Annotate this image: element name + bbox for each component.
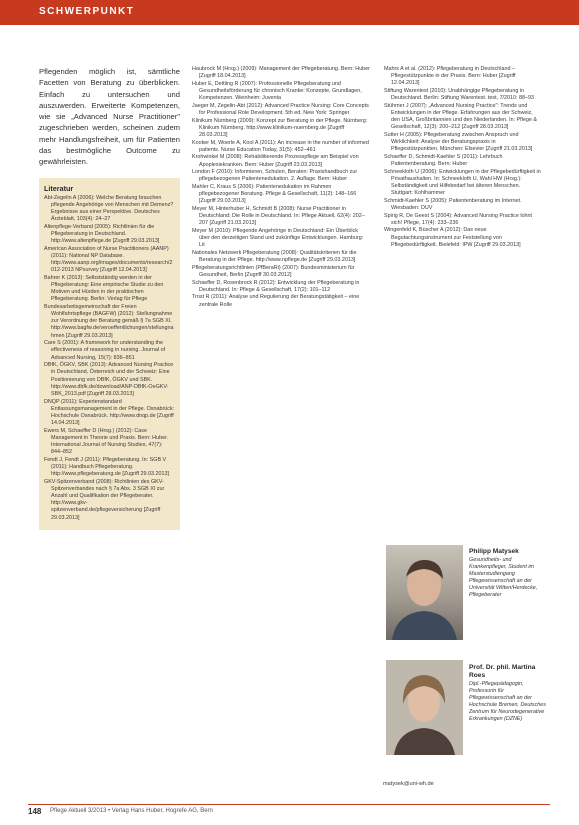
reference-entry: Nationales Netzwerk Pflegeberatung (2008): Qualitätskriterien für die Beratung in der Pflege. http://www.npflege.de [Zugriff 29.03.2013]: [192, 249, 357, 264]
reference-entry: Schaeffer D, Schmidt-Kaehler S (2011): Lehrbuch Patientenberatung. Bern: Huber: [384, 153, 503, 168]
reference-entry: Mahrs A et al. (2012): Pflegeberatung in Deutschland – Pflegestützpunkte in der Praxis. Bern: Huber [Zugriff 12.04.2013]: [384, 66, 516, 87]
reference-entry: Wingenfeld K, Büscher A (2012): Das neue Begutachtungsinstrument zur Feststellung von Pflegebedürftigkeit. Bielefeld: IPW [Zugriff 29.03.2013]: [384, 227, 521, 248]
author-bio: Gesundheits- und Krankenpfleger, Student im Masterstudiengang Pflegewissenschaft an der Universität Witten/Herdecke, Pflegeberater: [469, 557, 538, 598]
author-email[interactable]: matysek@uni-wh.de: [383, 781, 434, 787]
literature-box: [39, 178, 180, 531]
section-title: SCHWERPUNKT: [39, 6, 135, 17]
reference-entry: Abt-Zegelin A (2006): Welche Beratung brauchen pflegende Angehörige von Menschen mit Demenz? Ergebnisse aus einer Perspektive. Deutsches Ärzteblatt, 103(4): 24–27: [44, 194, 174, 223]
reference-list-col2: [192, 66, 370, 309]
reference-entry: Meyer M (2010): Pflegende Angehörige in Deutschland: Ein Überblick über den derzeitigen Stand und zukünftige Entwicklungen. Hamburg: Lit: [192, 227, 364, 249]
author-photo: [386, 660, 463, 755]
reference-entry: Krohwinkel M (2008): Rehabilitierende Prozesspflege am Beispiel von Apoplexiekranken. Bern: Huber [Zugriff 23.03.2013]: [192, 154, 359, 168]
portrait-image: [386, 545, 463, 640]
reference-entry: Sutter H (2005): Pflegeberatung zwischen Anspruch und Wirklichkeit: Analyse der Beratungspraxis in Pflegestützpunkten. München: Elsevier [Zugriff 21.03.2013]: [384, 131, 533, 153]
intro-paragraph: Pflegenden möglich ist, sämtliche Facetten von Beratung zu überblicken. Einfach zu untersuchen und auszuwerden. Erweiterte Kompetenzen, wie sie „Advanced Nurse Practitioner" zugeschrieben werden, scheinen zudem mehr Handlungsfreiheit, um für Patienten das bestmögliche Outcome zu gewährleisten.: [39, 67, 180, 167]
reference-entry: Huber E, Dettling R (2007): Professionelle Pflegeberatung und Gesundheitsförderung für chronisch Kranke: Konzepte, Grundlagen, Kompetenzen. Weinheim: Juventa: [192, 80, 362, 102]
reference-entry: Klinikum Nürnberg (2009): Konzept zur Beratung in der Pflege. Nürnberg: Klinikum Nürnberg. http://www.klinikum-nuernberg.de [Zugriff 28.03.2013]: [192, 117, 368, 138]
reference-entry: Trost R (2011): Analyse und Regulierung der Beratungstätigkeit – eine zentrale Rolle: [192, 294, 360, 308]
column-1: [39, 66, 180, 530]
reference-entry: Meyer M, Hinterhuber H, Schmidt B (2008): Nurse Practitioner in Deutschland: Die Rolle in Deutschland. In: Pflege Aktuell, 62(4): 202–207 [Zugriff 21.03.2013]: [192, 205, 365, 227]
journal-info: Pflege Aktuell 3/2013 • Verlag Hans Huber, Hogrefe AG, Bern: [50, 808, 213, 814]
column-3: [384, 66, 542, 249]
reference-entry: Pflegeberatungsrichtlinien (PfBeraRi) (2007): Bundesministerium für Gesundheit, Berlin [Zugriff 30.03.2012]: [192, 264, 355, 278]
reference-entry: Bahrer K (2013): Selbstständig werden in der Pflegeberatung: Eine empirische Studie zu den Motiven und Hürden in der praktischen Pflegeberatung. Berlin: Verlag für Pflege: [44, 274, 164, 303]
section-header-bar: [0, 0, 579, 25]
reference-entry: GKV-Spitzenverband (2008): Richtlinien des GKV-Spitzenverbandes nach § 7a Abs. 3 SGB XI zur Anzahl und Qualifikation der Pflegeberater. http://www.gkv-spitzenverband.de/pflegeversicherung [Zugriff 29.03.2013]: [44, 478, 165, 521]
reference-entry: Kooker M, Woerle A, Kool A (2011): An increase in the number of informed patients. Nurse Education Today, 31(5): 452–461: [192, 139, 369, 153]
reference-entry: Bundesarbeitsgemeinschaft der Freien Wohlfahrtspflege (BAGFW) (2012): Stellungnahme zur Verordnung der Beratung gemäß § 7a SGB XI. http://www.bagfw.de/veroeffentlichungen/stellungnahmen [Zugriff 29.03.2013]: [44, 304, 174, 339]
reference-entry: Fendt J, Fendt J (2011): Pflegeberatung. In: SGB V (2011): Handbuch Pflegeberatung. http://www.pflegeberatung.de [Zugriff 29.03.2013]: [44, 456, 169, 478]
reference-entry: Jaeger M, Zegelin-Abt (2012): Advanced Practice Nursing: Core Concepts for Professional Role Development. 5th ed. New York: Springer: [192, 102, 369, 116]
author-name: Prof. Dr. phil. Martina Roes: [469, 664, 536, 679]
portrait-image: [386, 660, 463, 755]
reference-entry: DNQP (2011): Expertenstandard Entlassungsmanagement in der Pflege. Osnabrück: Hochschule Osnabrück. http://www.dnqp.de [Zugriff 14.04.2013]: [44, 398, 175, 427]
author-photo: [386, 545, 463, 640]
reference-entry: Ewers M, Schaeffer D (Hrsg.) (2012): Case Management in Theorie und Praxis. Bern: Huber. International Journal of Nursing Studies, 47(7): 844–852: [44, 427, 169, 456]
reference-entry: Mahler C, Kraus S (2006): Patientenedukation im Rahmen pflegebezogener Beratung. Pflege & Gesellschaft, 11(2): 148–166 [Zugriff 29.03.2013]: [192, 184, 357, 205]
reference-entry: American Association of Nurse Practitioners (AANP) (2011): National NP Database. http://www.aanp.org/images/documents/research/2012-2013 NPsurvey [Zugriff 12.04.2013]: [44, 245, 173, 274]
reference-entry: Schaeffer D, Rosenbrock R (2012): Entwicklung der Pflegeberatung in Deutschland. In: Pflege & Gesellschaft, 17(2): 101–112: [192, 279, 360, 293]
author-name: Philipp Matysek: [469, 548, 519, 555]
reference-entry: Haubrock M (Hrsg.) (2009): Management der Pflegeberatung. Bern: Huber [Zugriff 18.04.2013]: [192, 66, 370, 80]
reference-entry: Spirig R, De Geest S (2004): Advanced Nursing Practice lohnt sich! Pflege, 17(4): 233–236: [384, 212, 533, 226]
reference-entry: Stühmer J (2007): „Advanced Nursing Practice": Trends und Entwicklungen in der Pflege. Erfahrungen aus der Schweiz, den USA, Großbritannien und den Niederlanden. In: Pflege & Gesellschaft, 12(3): 200–212 [Zugriff 28.03.2013]: [384, 102, 537, 131]
reference-entry: Schneekloth U (2006): Entwicklungen in der Pflegebedürftigkeit in Privathaushalten. In: Schneekloth U, Wahl HW (Hrsg.): Selbständigkeit und Hilfebedarf bei älteren Menschen. Stuttgart: Kohlhammer: [384, 168, 541, 197]
reference-entry: Stiftung Warentest (2010): Unabhängige Pflegeberatung in Deutschland. Berlin: Stiftung Warentest. test, 7/2010: 88–93: [384, 87, 535, 102]
reference-list-col3: [384, 66, 542, 249]
page-number: 148: [28, 807, 42, 816]
reference-entry: Care S (2001): A framework for understanding the effectiveness of reasoning in nursing. Journal of Advanced Nursing, 15(7): 836–851: [44, 340, 166, 361]
literature-title: Literatur: [44, 183, 74, 193]
author-bio: Dipl.-Pflegepädagogin, Professorin für Pflegewissenschaft an der Hochschule Bremen, Deutsches Zentrum für Neurodegenerative Erkrankungen (DZNE): [469, 681, 547, 722]
reference-entry: London F (2010): Informieren, Schulen, Beraten: Praxishandbuch zur pflegebezogenen Patientenedukation. 2. Auflage. Bern: Huber: [192, 169, 358, 183]
page-footer: [0, 800, 579, 825]
footer-rule: [28, 804, 550, 805]
author-caption: [469, 548, 549, 599]
reference-list-col1: [44, 195, 175, 522]
column-2: [192, 66, 370, 309]
author-caption: [469, 664, 549, 723]
reference-entry: Altenpflege-Verband (2005): Richtlinien für die Pflegeberatung in Deutschland. http://www.altenpflege.de [Zugriff 29.03.2013]: [44, 223, 160, 245]
reference-entry: Schmidt-Kaehler S (2005): Patientenberatung im Internet. Wiesbaden: DUV: [384, 197, 522, 211]
reference-entry: DBfK, ÖGKV, SBK (2013): Advanced Nursing Practice in Deutschland, Österreich und der Schweiz: Eine Positionierung von DBfK, ÖGKV und SBK. http://www.dbfk.de/download/ANP-DBfK-OeGKV-SBK_2013.pdf [Zugriff 28.03.2013]: [44, 362, 174, 397]
